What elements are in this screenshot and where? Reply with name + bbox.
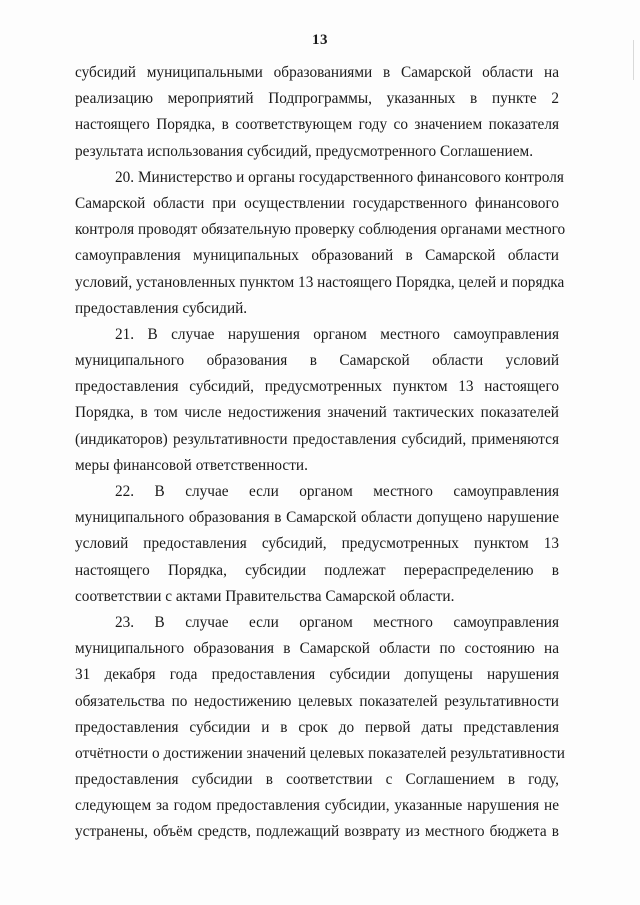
page-number: 13 [312, 32, 328, 48]
document-body [75, 60, 566, 846]
text-line: Самарской области при осуществлении государственного финансового [75, 194, 559, 212]
text-line: условий предоставления субсидий, предусмотренных пунктом 13 [75, 535, 559, 553]
text-line: субсидий муниципальными образованиями в Самарской области на [75, 64, 559, 81]
text-line: следующем за годом предоставления субсидии, указанные нарушения не [75, 797, 559, 815]
text-line: 22. В случае если органом местного самоуправления [115, 483, 559, 500]
text-line: самоуправления муниципальных образований в Самарской области [75, 247, 559, 265]
paragraph-23 [75, 610, 565, 846]
text-line: предоставления субсидий. [75, 299, 248, 317]
text-line: 31 декабря года предоставления субсидии допущены нарушения [75, 666, 559, 684]
text-line: соответствии с актами Правительства Самарской области. [75, 587, 455, 605]
text-line: Порядка, в том числе недостижения значений тактических показателей [75, 404, 559, 422]
text-line: 21. В случае нарушения органом местного самоуправления [115, 325, 559, 343]
text-line: меры финансовой ответственности. [75, 456, 308, 474]
text-line: 20. Министерство и органы государственного финансового контроля [115, 168, 564, 186]
text-line: устранены, объём средств, подлежащий возврату из местного бюджета в [75, 823, 559, 841]
paragraph-21 [75, 322, 559, 479]
text-line: контроля проводят обязательную проверку соблюдения органами местного [75, 221, 566, 239]
text-line: предоставления субсидии и в срок до первой даты представления [75, 718, 559, 736]
text-line: результата использования субсидий, предусмотренного Соглашением. [75, 142, 534, 160]
paragraph-22 [75, 479, 559, 610]
text-line: предоставления субсидий, предусмотренных пунктом 13 настоящего [75, 378, 559, 396]
text-line: настоящего Порядка, в соответствующем году со значением показателя [75, 116, 559, 134]
text-line: 23. В случае если органом местного самоуправления [115, 613, 559, 631]
paragraph-20 [75, 165, 566, 322]
text-line: настоящего Порядка, субсидии подлежат перераспределению в [75, 561, 559, 579]
text-line: муниципального образования в Самарской области условий [75, 352, 559, 370]
text-line: предоставления субсидии в соответствии с Соглашением в году, [75, 771, 559, 789]
paragraph-continuation [75, 60, 559, 165]
text-line: (индикаторов) результативности предоставления субсидий, применяются [75, 430, 559, 448]
text-line: обязательства по недостижению целевых показателей результативности [75, 692, 559, 710]
text-line: муниципального образования в Самарской области по состоянию на [75, 640, 559, 658]
text-line: реализацию мероприятий Подпрограммы, указанных в пункте 2 [75, 90, 559, 108]
text-line: условий, установленных пунктом 13 настоящего Порядка, целей и порядка [75, 273, 565, 291]
text-line: отчётности о достижении значений целевых показателей результативности [75, 744, 565, 762]
text-line: муниципального образования в Самарской области допущено нарушение [75, 509, 559, 527]
